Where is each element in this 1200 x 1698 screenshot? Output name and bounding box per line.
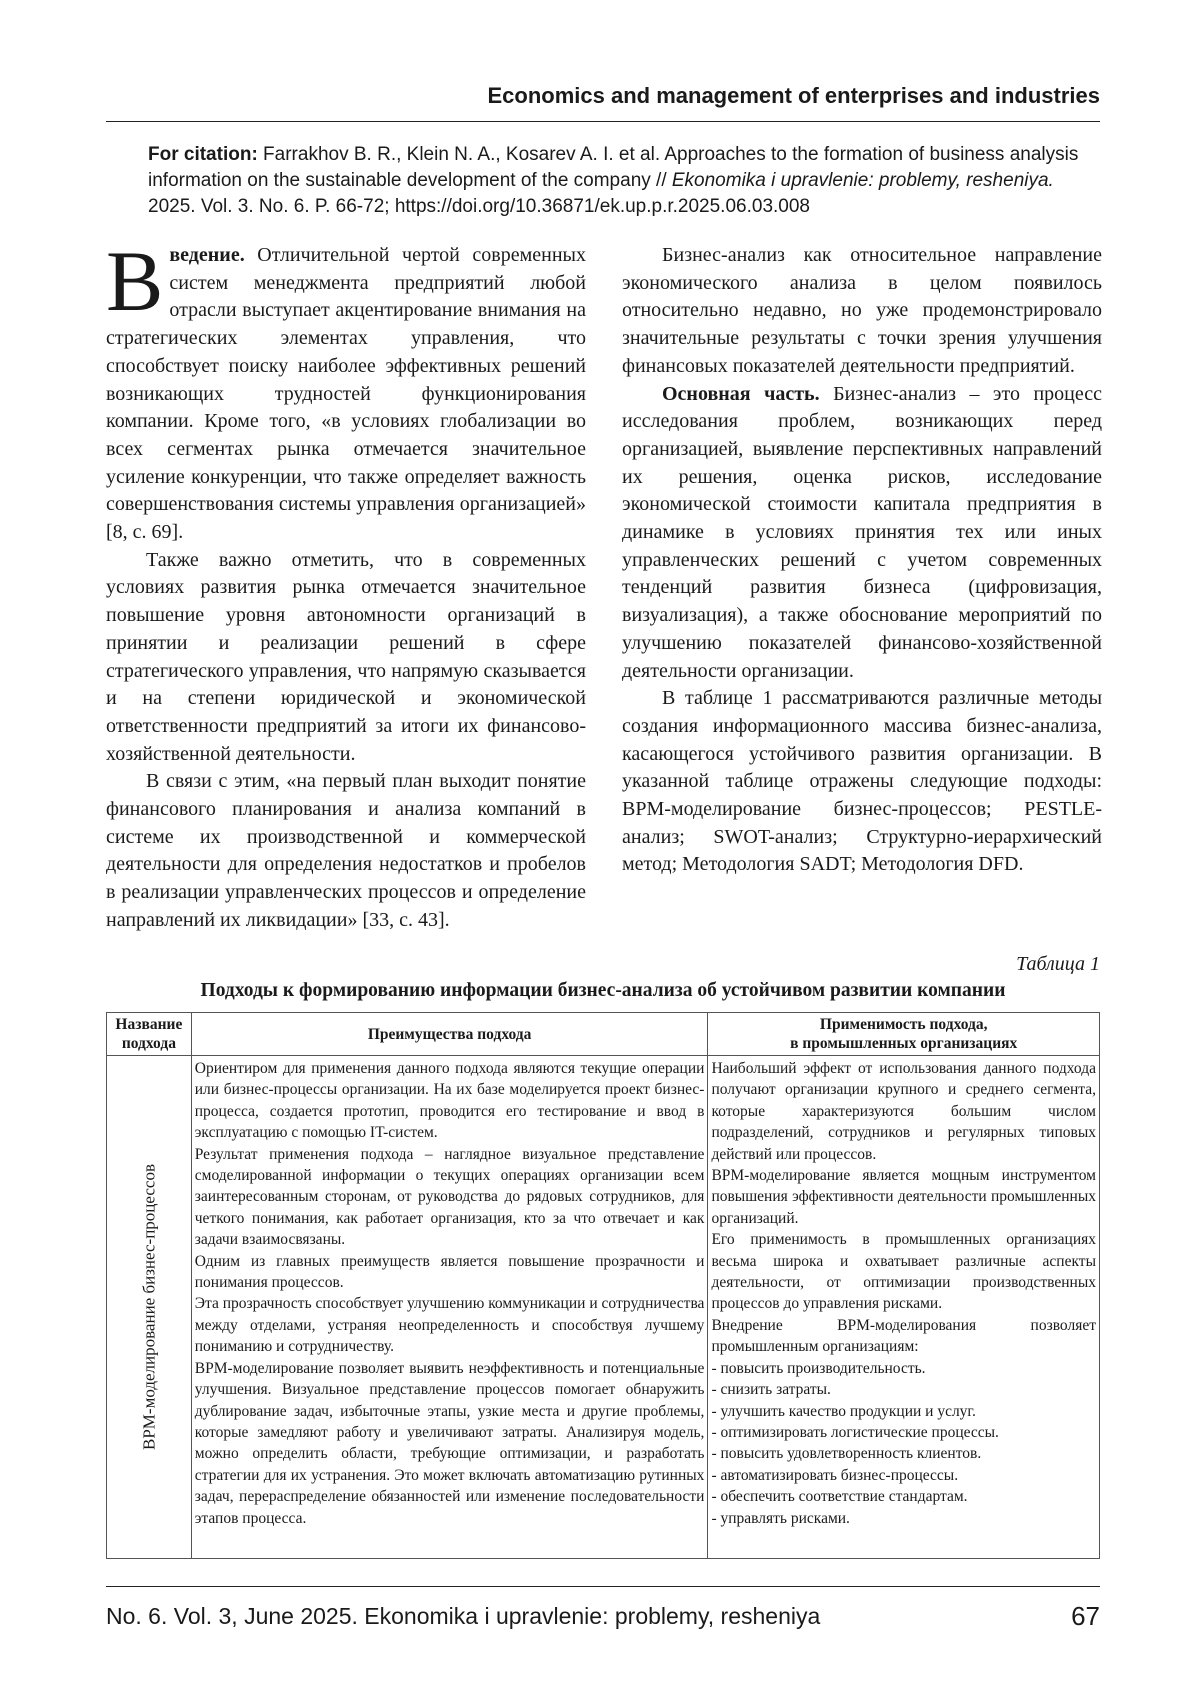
left-paragraph-2: Также важно отметить, что в современных условиях развития рынка отмечается значительное повышение уровня автономности организаций в принятии и реализации решений в сфере стратегического управления, что напрямую сказывается и на степени юридической и экономической ответственности предприятий за итоги их финансово-хозяйственной деятельности. bbox=[106, 548, 586, 765]
citation-text-1: Farrakhov B. R., Klein N. A., Kosarev A. I. et al. Approaches to the formation of business analysis information on the sustainable development of the company // bbox=[148, 144, 1079, 191]
citation-label: For citation: bbox=[148, 144, 258, 165]
table-row bbox=[107, 1056, 1100, 1559]
left-column bbox=[106, 233, 586, 935]
approaches-table bbox=[106, 1012, 1100, 1559]
header-applicability-line2: в промышленных организациях bbox=[790, 1035, 1018, 1052]
header-approach-name-line2: подхода bbox=[121, 1035, 176, 1052]
footer-issue-line: No. 6. Vol. 3, June 2025. Ekonomika i upravlenie: problemy, resheniya bbox=[106, 1603, 821, 1629]
advantage-paragraph: Одним из главных преимуществ является повышение прозрачности и понимания процессов. bbox=[194, 1252, 705, 1292]
intro-heading: ведение. bbox=[169, 244, 245, 266]
left-paragraph-3: В связи с этим, «на первый план выходит понятие финансового планирования и анализа компаний в системе их производственной и коммерческой деятельности для определения недостатков и пробелов в реализации управленческих процессов и определение направлений их ликвидации» [33, с. 43]. bbox=[106, 770, 586, 931]
footer-rule bbox=[106, 1586, 1100, 1587]
running-title: Economics and management of enterprises and industries bbox=[487, 83, 1100, 108]
list-item: - повысить удовлетворенность клиентов. bbox=[711, 1445, 982, 1463]
effects-list bbox=[711, 1358, 1096, 1529]
advantages-cell bbox=[191, 1056, 708, 1559]
applicability-paragraph: Наибольший эффект от использования данного подхода получают организации крупного и среднего сегмента, которые характеризуются большим числом подразделений, сотрудников и регулярных типовых действий или процессов. bbox=[711, 1060, 1096, 1163]
advantage-paragraph: Результат применения подхода – наглядное визуальное представление смоделированной информации о текущих операциях организации всем заинтересованным сторонам, от руководства до рядовых сотрудников, для четкого понимания, как работает организация, кто за что отвечает и как задачи взаимосвязаны. bbox=[194, 1145, 705, 1249]
row-approach-name: BPM-моделирование бизнес-процессов bbox=[139, 1164, 159, 1450]
applicability-paragraph: Внедрение BPM-моделирования позволяет промышленным организациям: bbox=[711, 1316, 1096, 1356]
table-number: Таблица 1 bbox=[1016, 953, 1100, 975]
right-paragraph-3: В таблице 1 рассматриваются различные методы создания информационного массива бизнес-анализа, касающегося устойчивого развития организации. В указанной таблице отражены следующие подходы: BPM-моделирование бизнес-процессов; PESTLE-анализ; SWOT-анализ; Структурно-иерархический метод; Методология SADT; Методология DFD. bbox=[622, 687, 1102, 876]
header-applicability bbox=[708, 1013, 1100, 1056]
intro-text: Отличительной чертой современных систем менеджмента предприятий любой отрасли выступает акцентирование внимания на стратегических элементах управления, что способствует поиску наиболее эффективных решений возникающих трудностей функционирования компании. Кроме того, «в условиях глобализации во всех сегментах рынка отмечается значительное усиление конкуренции, что также определяет важность совершенствования системы управления организацией» [8, с. 69]. bbox=[106, 244, 586, 544]
right-paragraph-1: Бизнес-анализ как относительное направление экономического анализа в целом появилось относительно недавно, но уже продемонстрировало значительные результаты с точки зрения улучшения финансовых показателей деятельности предприятий. bbox=[622, 244, 1102, 377]
advantage-paragraph: Ориентиром для применения данного подхода являются текущие операции или бизнес-процессы организации. На их базе моделируется проект бизнес-процесса, создается прототип, проводится его тестирование и ввод в эксплуатацию с помощью IT-систем. bbox=[194, 1060, 705, 1142]
list-item: - повысить производительность. bbox=[711, 1359, 926, 1377]
table-title: Подходы к формированию информации бизнес-анализа об устойчивом развитии компании bbox=[200, 980, 1006, 1001]
list-item: - автоматизировать бизнес-процессы. bbox=[711, 1466, 959, 1484]
advantage-paragraph: BPM-моделирование позволяет выявить неэффективность и потенциальные улучшения. Визуальное представление процессов помогает обнаружить дублирование задач, избыточные этапы, узкие места и другие проблемы, которые замедляют работу и увеличивают затраты. Анализируя модель, можно определить области, требующие оптимизации, и разработать стратегии для их устранения. Это может включать автоматизацию рутинных задач, перераспределение обязанностей или изменение последовательности этапов процесса. bbox=[194, 1359, 705, 1527]
header-approach-name-line1: Название bbox=[115, 1016, 183, 1033]
page-number: 67 bbox=[1071, 1601, 1100, 1631]
main-heading: Основная часть. bbox=[662, 382, 820, 405]
header-advantages: Преимущества подхода bbox=[191, 1013, 708, 1056]
right-column bbox=[622, 242, 1102, 879]
header-rule bbox=[106, 121, 1100, 122]
list-item: - оптимизировать логистические процессы. bbox=[711, 1423, 999, 1441]
applicability-cell bbox=[708, 1056, 1100, 1559]
intro-paragraph bbox=[106, 233, 586, 547]
list-item: - улучшить качество продукции и услуг. bbox=[711, 1402, 976, 1420]
citation-block bbox=[148, 142, 1100, 220]
advantage-paragraph: Эта прозрачность способствует улучшению коммуникации и сотрудничества между отделами, устраняя неопределенность и способствуя лучшему пониманию и сотрудничеству. bbox=[194, 1295, 705, 1356]
applicability-paragraph: Его применимость в промышленных организациях весьма широка и охватывает различные аспекты деятельности, от оптимизации производственных процессов до управления рисками. bbox=[711, 1231, 1096, 1313]
header-applicability-line1: Применимость подхода, bbox=[819, 1016, 988, 1033]
list-item: - обеспечить соответствие стандартам. bbox=[711, 1488, 968, 1506]
main-text: Бизнес-анализ – это процесс исследования проблем, возникающих перед организацией, выявление перспективных направлений их решения, оценка рисков, исследование экономической стоимости капитала предприятия в динамике в условиях принятия тех или иных управленческих решений с учетом современных тенденций развития бизнеса (цифровизация, визуализация), а также обоснование мероприятий по улучшению показателей финансово-хозяйственной деятельности организации. bbox=[622, 382, 1102, 682]
row-approach-name-cell bbox=[107, 1056, 192, 1559]
citation-journal: Ekonomika i upravlenie: problemy, resheniya. bbox=[671, 170, 1054, 191]
drop-cap: В bbox=[106, 233, 164, 329]
applicability-paragraph: BPM-моделирование является мощным инструментом повышения эффективности деятельности промышленных организаций. bbox=[711, 1167, 1096, 1227]
table-header-row bbox=[107, 1013, 1100, 1056]
citation-text-2: 2025. Vol. 3. No. 6. P. 66-72; https://doi.org/10.36871/ek.up.p.r.2025.06.03.008 bbox=[148, 196, 810, 217]
list-item: - управлять рисками. bbox=[711, 1509, 850, 1527]
header-approach-name bbox=[107, 1013, 192, 1056]
main-paragraph bbox=[622, 381, 1102, 686]
list-item: - снизить затраты. bbox=[711, 1381, 831, 1399]
